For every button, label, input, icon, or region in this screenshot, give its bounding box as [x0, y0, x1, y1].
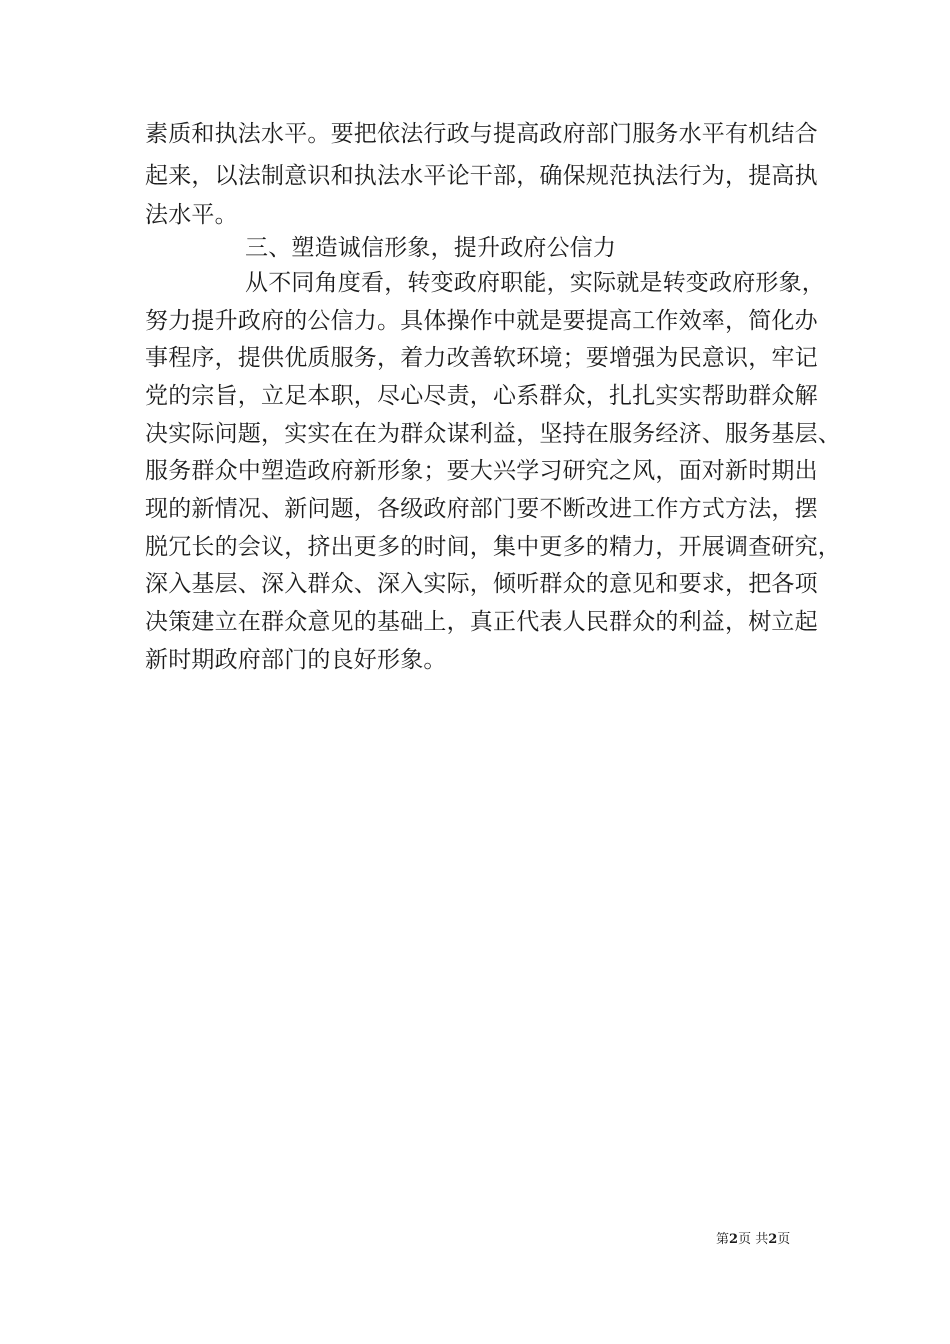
text-line: 深入基层、深入群众、深入实际，倾听群众的意见和要求，把各项	[145, 571, 818, 597]
paragraph-first-line: 从不同角度看，转变政府职能，实际就是转变政府形象，	[245, 270, 825, 296]
section-heading: 三、塑造诚信形象，提升政府公信力	[245, 235, 617, 261]
text-line: 法水平。	[145, 202, 238, 228]
text-line: 素质和执法水平。要把依法行政与提高政府部门服务水平有机结合	[145, 121, 818, 147]
text-line: 服务群众中塑造政府新形象；要大兴学习研究之风，面对新时期出	[145, 458, 818, 484]
footer-middle: 页 共	[738, 1232, 769, 1247]
footer-prefix: 第	[716, 1232, 730, 1247]
text-line: 起来，以法制意识和执法水平论干部，确保规范执法行为，提高执	[145, 163, 818, 189]
text-line: 事程序，提供优质服务，着力改善软环境；要增强为民意识，牢记	[145, 345, 818, 371]
footer-suffix: 页	[777, 1232, 791, 1247]
text-line: 决策建立在群众意见的基础上，真正代表人民群众的利益，树立起	[145, 609, 818, 635]
text-line: 现的新情况、新问题，各级政府部门要不断改进工作方式方法，摆	[145, 496, 818, 522]
text-line: 努力提升政府的公信力。具体操作中就是要提高工作效率，简化办	[145, 308, 818, 334]
text-line: 决实际问题，实实在在为群众谋利益，坚持在服务经济、服务基层、	[145, 421, 841, 447]
current-page-number: 2	[729, 1232, 739, 1247]
text-line: 脱冗长的会议，挤出更多的时间，集中更多的精力，开展调查研究，	[145, 534, 841, 560]
text-line: 新时期政府部门的良好形象。	[145, 647, 447, 673]
text-line: 党的宗旨，立足本职，尽心尽责，心系群众，扎扎实实帮助群众解	[145, 383, 818, 409]
page-number-footer	[716, 1231, 790, 1249]
total-page-number: 2	[768, 1232, 778, 1247]
